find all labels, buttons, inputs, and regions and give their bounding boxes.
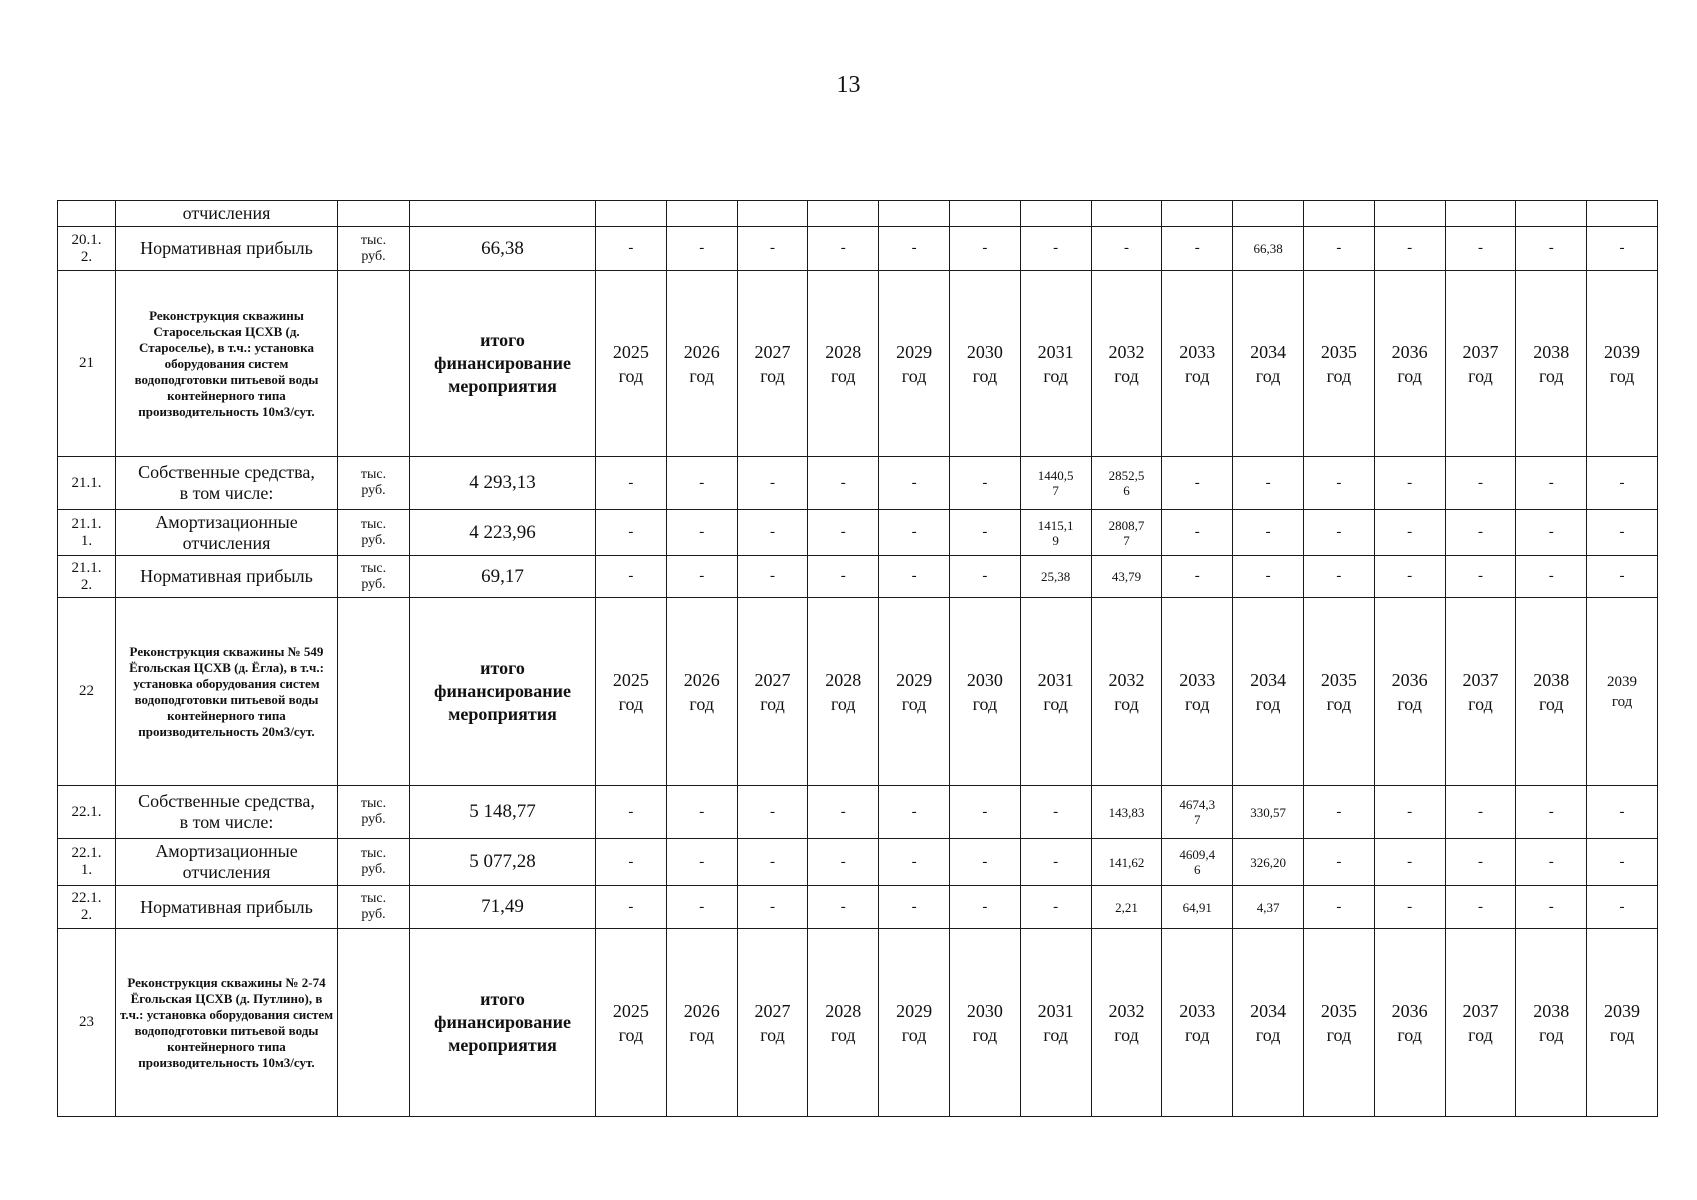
- project-number: 23: [58, 929, 116, 1117]
- value-cell: -: [596, 556, 667, 598]
- value-cell: -: [1162, 227, 1233, 271]
- value-cell: -: [808, 227, 879, 271]
- value-cell: -: [737, 457, 808, 510]
- unit-cell: [338, 598, 410, 786]
- value-cell: [596, 201, 667, 227]
- row-number: 21.1. 2.: [58, 556, 116, 598]
- total-cell: 71,49: [410, 886, 596, 929]
- value-cell: -: [1516, 556, 1587, 598]
- value-cell: -: [737, 786, 808, 839]
- unit-cell: [338, 929, 410, 1117]
- value-cell: -: [879, 457, 950, 510]
- year-cell: 2033 год: [1162, 271, 1233, 457]
- value-cell: -: [1516, 227, 1587, 271]
- value-cell: -: [596, 510, 667, 556]
- unit-cell: тыс. руб.: [338, 227, 410, 271]
- row-number: 22.1.: [58, 786, 116, 839]
- row-number: 21.1.: [58, 457, 116, 510]
- value-cell: -: [879, 886, 950, 929]
- total-cell: 69,17: [410, 556, 596, 598]
- value-cell: 4674,3 7: [1162, 786, 1233, 839]
- row-name: Собственные средства, в том числе:: [116, 457, 338, 510]
- value-cell: -: [1445, 457, 1516, 510]
- page-number: 13: [836, 72, 861, 98]
- value-cell: -: [737, 227, 808, 271]
- value-cell: -: [666, 457, 737, 510]
- value-cell: -: [596, 839, 667, 886]
- value-cell: -: [1020, 786, 1091, 839]
- value-cell: -: [1516, 510, 1587, 556]
- value-cell: -: [1303, 886, 1374, 929]
- value-cell: [1233, 201, 1304, 227]
- year-cell: 2034 год: [1233, 929, 1304, 1117]
- year-cell: 2028 год: [808, 929, 879, 1117]
- year-cell: 2030 год: [949, 598, 1020, 786]
- unit-cell: тыс. руб.: [338, 510, 410, 556]
- project-title: Реконструкция скважины № 549 Ёгольская ЦСХВ (д. Ёгла), в т.ч.: установка оборудования систем водоподготовки питьевой воды контейнерного типа производительность 20м3/сут.: [116, 598, 338, 786]
- value-cell: 2852,5 6: [1091, 457, 1162, 510]
- year-cell: 2032 год: [1091, 929, 1162, 1117]
- year-cell: 2028 год: [808, 271, 879, 457]
- project-header-row: [58, 929, 1658, 1117]
- year-cell: 2037 год: [1445, 929, 1516, 1117]
- value-cell: -: [1303, 786, 1374, 839]
- value-cell: [879, 201, 950, 227]
- year-cell: 2036 год: [1374, 598, 1445, 786]
- table-row: [58, 556, 1658, 598]
- value-cell: -: [808, 839, 879, 886]
- value-cell: -: [1516, 886, 1587, 929]
- value-cell: 326,20: [1233, 839, 1304, 886]
- value-cell: -: [879, 786, 950, 839]
- year-cell: 2027 год: [737, 271, 808, 457]
- value-cell: -: [1587, 786, 1658, 839]
- row-name: отчисления: [116, 201, 338, 227]
- value-cell: -: [1516, 457, 1587, 510]
- value-cell: 66,38: [1233, 227, 1304, 271]
- value-cell: -: [949, 457, 1020, 510]
- value-cell: -: [1374, 510, 1445, 556]
- value-cell: -: [1162, 556, 1233, 598]
- value-cell: 4609,4 6: [1162, 839, 1233, 886]
- value-cell: -: [1516, 839, 1587, 886]
- year-cell: 2034 год: [1233, 598, 1304, 786]
- year-cell: 2027 год: [737, 598, 808, 786]
- value-cell: -: [1162, 510, 1233, 556]
- value-cell: -: [1020, 227, 1091, 271]
- project-title: Реконструкция скважины Старосельская ЦСХВ (д. Староселье), в т.ч.: установка оборудования систем водоподготовки питьевой воды контейнерного типа производительность 10м3/сут.: [116, 271, 338, 457]
- year-cell: 2038 год: [1516, 598, 1587, 786]
- value-cell: -: [1233, 510, 1304, 556]
- year-cell: 2026 год: [666, 598, 737, 786]
- project-number: 21: [58, 271, 116, 457]
- year-cell: 2036 год: [1374, 271, 1445, 457]
- value-cell: -: [666, 227, 737, 271]
- value-cell: -: [737, 839, 808, 886]
- year-cell: 2025 год: [596, 271, 667, 457]
- value-cell: 330,57: [1233, 786, 1304, 839]
- value-cell: 141,62: [1091, 839, 1162, 886]
- row-name: Нормативная прибыль: [116, 886, 338, 929]
- table-row: [58, 201, 1658, 227]
- value-cell: -: [808, 556, 879, 598]
- value-cell: [1162, 201, 1233, 227]
- value-cell: 43,79: [1091, 556, 1162, 598]
- value-cell: [666, 201, 737, 227]
- value-cell: -: [666, 786, 737, 839]
- value-cell: -: [1303, 510, 1374, 556]
- year-cell: 2032 год: [1091, 271, 1162, 457]
- value-cell: -: [1374, 556, 1445, 598]
- year-cell: 2029 год: [879, 929, 950, 1117]
- value-cell: [808, 201, 879, 227]
- value-cell: -: [1374, 886, 1445, 929]
- unit-cell: тыс. руб.: [338, 457, 410, 510]
- value-cell: -: [808, 457, 879, 510]
- value-cell: 4,37: [1233, 886, 1304, 929]
- year-cell: 2029 год: [879, 598, 950, 786]
- value-cell: -: [666, 886, 737, 929]
- value-cell: -: [1303, 839, 1374, 886]
- value-cell: 1415,1 9: [1020, 510, 1091, 556]
- year-cell: 2029 год: [879, 271, 950, 457]
- value-cell: -: [1374, 786, 1445, 839]
- unit-cell: [338, 201, 410, 227]
- year-cell: 2035 год: [1303, 598, 1374, 786]
- value-cell: [1587, 201, 1658, 227]
- project-header-row: [58, 271, 1658, 457]
- unit-cell: тыс. руб.: [338, 839, 410, 886]
- value-cell: -: [1162, 457, 1233, 510]
- value-cell: -: [949, 786, 1020, 839]
- value-cell: 64,91: [1162, 886, 1233, 929]
- year-cell: 2030 год: [949, 271, 1020, 457]
- value-cell: -: [1587, 227, 1658, 271]
- value-cell: -: [1587, 556, 1658, 598]
- table-row: [58, 510, 1658, 556]
- year-cell: 2025 год: [596, 598, 667, 786]
- value-cell: -: [1445, 227, 1516, 271]
- row-name: Нормативная прибыль: [116, 227, 338, 271]
- table-row: [58, 839, 1658, 886]
- project-header-row: [58, 598, 1658, 786]
- value-cell: -: [666, 510, 737, 556]
- row-name: Нормативная прибыль: [116, 556, 338, 598]
- year-cell: 2026 год: [666, 929, 737, 1117]
- row-name: Собственные средства, в том числе:: [116, 786, 338, 839]
- total-heading: итого финансирование мероприятия: [410, 598, 596, 786]
- value-cell: -: [1445, 556, 1516, 598]
- value-cell: -: [1233, 457, 1304, 510]
- value-cell: -: [666, 839, 737, 886]
- value-cell: 2808,7 7: [1091, 510, 1162, 556]
- value-cell: -: [949, 510, 1020, 556]
- year-cell: 2028 год: [808, 598, 879, 786]
- row-number: 21.1. 1.: [58, 510, 116, 556]
- value-cell: -: [1374, 227, 1445, 271]
- value-cell: 25,38: [1020, 556, 1091, 598]
- value-cell: [737, 201, 808, 227]
- year-cell: 2027 год: [737, 929, 808, 1117]
- value-cell: -: [1587, 510, 1658, 556]
- value-cell: -: [737, 886, 808, 929]
- row-name: Амортизационные отчисления: [116, 839, 338, 886]
- value-cell: -: [879, 556, 950, 598]
- value-cell: -: [1233, 556, 1304, 598]
- value-cell: -: [949, 227, 1020, 271]
- value-cell: -: [949, 886, 1020, 929]
- table-row: [58, 786, 1658, 839]
- value-cell: -: [808, 886, 879, 929]
- value-cell: -: [1445, 839, 1516, 886]
- year-cell: 2032 год: [1091, 598, 1162, 786]
- value-cell: -: [1091, 227, 1162, 271]
- value-cell: -: [1587, 886, 1658, 929]
- total-cell: 5 148,77: [410, 786, 596, 839]
- value-cell: 2,21: [1091, 886, 1162, 929]
- value-cell: [1445, 201, 1516, 227]
- table-row: [58, 457, 1658, 510]
- year-cell: 2035 год: [1303, 929, 1374, 1117]
- year-cell: 2036 год: [1374, 929, 1445, 1117]
- value-cell: [1374, 201, 1445, 227]
- value-cell: -: [1445, 886, 1516, 929]
- value-cell: -: [808, 510, 879, 556]
- value-cell: -: [1020, 839, 1091, 886]
- year-cell: 2035 год: [1303, 271, 1374, 457]
- value-cell: -: [596, 786, 667, 839]
- total-cell: 66,38: [410, 227, 596, 271]
- total-cell: 4 293,13: [410, 457, 596, 510]
- year-cell: 2038 год: [1516, 929, 1587, 1117]
- value-cell: [1303, 201, 1374, 227]
- year-cell: 2038 год: [1516, 271, 1587, 457]
- value-cell: -: [737, 510, 808, 556]
- year-cell: 2025 год: [596, 929, 667, 1117]
- year-cell: 2039 год: [1587, 929, 1658, 1117]
- year-cell: 2031 год: [1020, 929, 1091, 1117]
- value-cell: [1091, 201, 1162, 227]
- unit-cell: тыс. руб.: [338, 886, 410, 929]
- value-cell: -: [1587, 839, 1658, 886]
- value-cell: -: [1516, 786, 1587, 839]
- row-number: 22.1. 1.: [58, 839, 116, 886]
- value-cell: -: [1020, 886, 1091, 929]
- year-cell: 2033 год: [1162, 598, 1233, 786]
- year-cell: 2039 год: [1587, 271, 1658, 457]
- table-row: [58, 227, 1658, 271]
- value-cell: -: [1303, 457, 1374, 510]
- value-cell: [949, 201, 1020, 227]
- value-cell: -: [596, 457, 667, 510]
- value-cell: -: [1445, 786, 1516, 839]
- year-cell: 2037 год: [1445, 598, 1516, 786]
- unit-cell: тыс. руб.: [338, 556, 410, 598]
- value-cell: -: [737, 556, 808, 598]
- total-heading: итого финансирование мероприятия: [410, 929, 596, 1117]
- value-cell: [1516, 201, 1587, 227]
- year-cell: 2039 год: [1587, 598, 1658, 786]
- year-cell: 2031 год: [1020, 271, 1091, 457]
- year-cell: 2037 год: [1445, 271, 1516, 457]
- total-heading: итого финансирование мероприятия: [410, 271, 596, 457]
- value-cell: -: [879, 510, 950, 556]
- value-cell: 1440,5 7: [1020, 457, 1091, 510]
- value-cell: -: [1445, 510, 1516, 556]
- year-cell: 2034 год: [1233, 271, 1304, 457]
- total-cell: [410, 201, 596, 227]
- value-cell: -: [1374, 457, 1445, 510]
- year-cell: 2030 год: [949, 929, 1020, 1117]
- value-cell: -: [949, 839, 1020, 886]
- row-number: [58, 201, 116, 227]
- value-cell: 143,83: [1091, 786, 1162, 839]
- row-number: 22.1. 2.: [58, 886, 116, 929]
- row-number: 20.1. 2.: [58, 227, 116, 271]
- total-cell: 4 223,96: [410, 510, 596, 556]
- value-cell: -: [949, 556, 1020, 598]
- value-cell: -: [1303, 556, 1374, 598]
- unit-cell: тыс. руб.: [338, 786, 410, 839]
- value-cell: -: [1587, 457, 1658, 510]
- value-cell: -: [879, 227, 950, 271]
- value-cell: -: [1374, 839, 1445, 886]
- value-cell: -: [666, 556, 737, 598]
- value-cell: -: [808, 786, 879, 839]
- year-cell: 2026 год: [666, 271, 737, 457]
- total-cell: 5 077,28: [410, 839, 596, 886]
- value-cell: -: [879, 839, 950, 886]
- value-cell: [1020, 201, 1091, 227]
- project-title: Реконструкция скважины № 2-74 Ёгольская ЦСХВ (д. Путлино), в т.ч.: установка оборудования систем водоподготовки питьевой воды контейнерного типа производительность 10м3/сут.: [116, 929, 338, 1117]
- unit-cell: [338, 271, 410, 457]
- project-number: 22: [58, 598, 116, 786]
- value-cell: -: [596, 227, 667, 271]
- financing-table: [57, 200, 1658, 1117]
- table-row: [58, 886, 1658, 929]
- year-cell: 2033 год: [1162, 929, 1233, 1117]
- row-name: Амортизационные отчисления: [116, 510, 338, 556]
- year-cell: 2031 год: [1020, 598, 1091, 786]
- value-cell: -: [1303, 227, 1374, 271]
- value-cell: -: [596, 886, 667, 929]
